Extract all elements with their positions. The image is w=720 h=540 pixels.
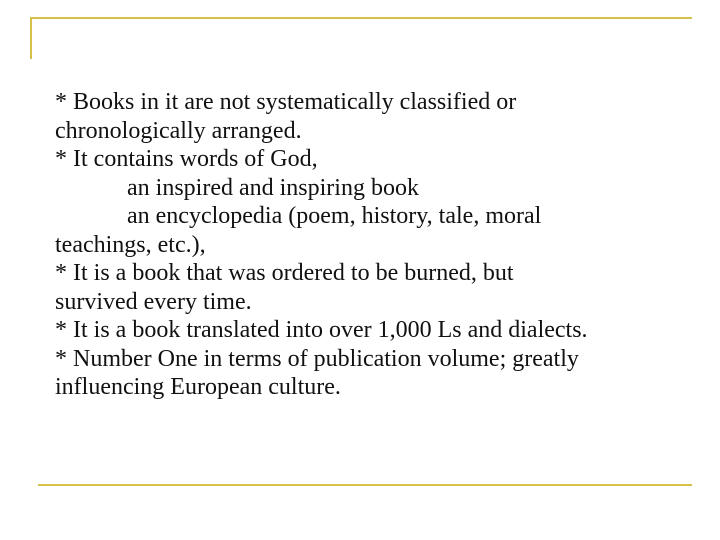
left-accent-line (30, 17, 32, 59)
body-line-4: an inspired and inspiring book (127, 174, 419, 201)
body-line-7: * It is a book that was ordered to be burned, but (55, 260, 514, 286)
body-line-6: teachings, etc.), (55, 231, 206, 258)
body-line-2: chronologically arranged. (55, 117, 302, 144)
body-line-5: an encyclopedia (poem, history, tale, moral (127, 203, 542, 229)
bottom-accent-line (38, 484, 692, 486)
body-line-11: influencing European culture. (55, 374, 341, 400)
top-accent-line (30, 17, 692, 19)
body-line-3: * It contains words of God, (55, 146, 318, 172)
slide-body-text (55, 88, 690, 402)
body-line-10: * Number One in terms of publication volume; greatly (55, 345, 579, 372)
body-line-8: survived every time. (55, 288, 252, 315)
body-line-9: * It is a book translated into over 1,000 Ls and dialects. (55, 317, 588, 343)
body-line-1: * Books in it are not systematically classified or (55, 89, 517, 115)
